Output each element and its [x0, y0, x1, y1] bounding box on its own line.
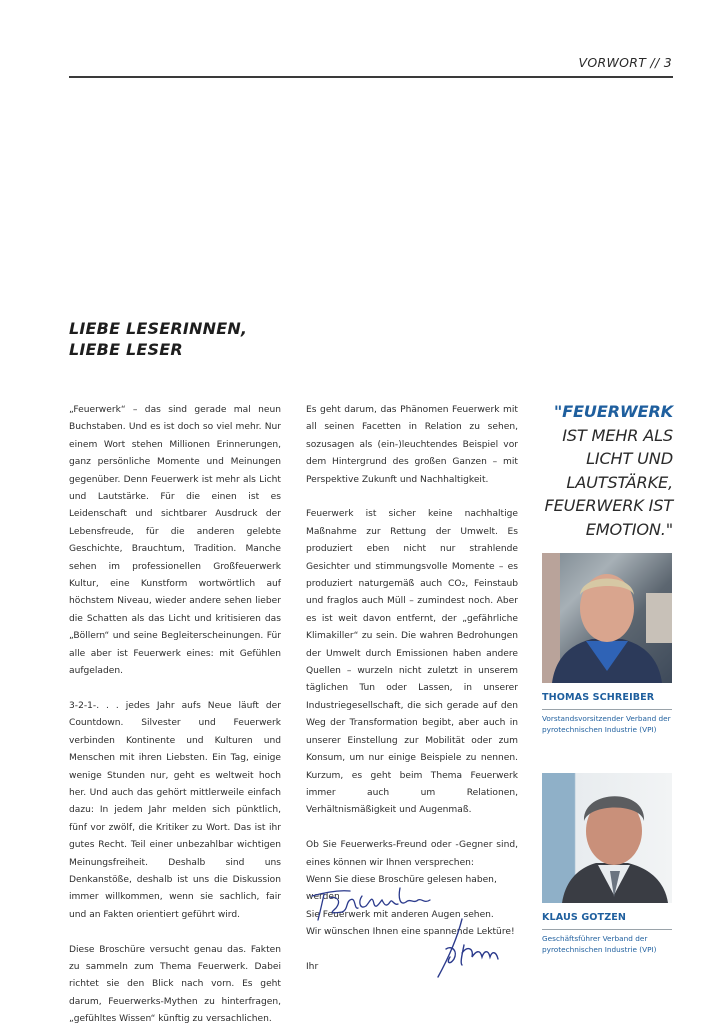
role-line: Vorstandsvorsitzender Verband der: [542, 714, 671, 723]
paragraph: Feuerwerk ist sicher keine nachhaltige Maßnahme zur Rettung der Umwelt. Es produziert eben nicht nur strahlende Gesichter und stimmungsvolle Momente – es produziert naturgemäß auch CO₂, Feinstaub und fraglos auch Müll – zumindest noch. Aber es ist weit davon entfernt, der „gefährliche Klimakiller“ zu sein. Die wahren Bedrohungen der Umwelt durch Emissionen haben andere Quellen – wurzeln nicht zuletzt in unserem täglichen Tun oder Lassen, in unserer Industriegesellschaft, die sich gerade auf den Weg der Transformation begibt, aber auch in unserer Einstellung zur Mobilität oder zum Konsum, um nur einige Beispiele zu nennen. Kurzum, es geht beim Thema Feuerwerk immer auch um Relationen, Verhältnismäßigkeit und Augenmaß.: [306, 509, 518, 816]
role-line: pyrotechnischen Industrie (VPI): [542, 944, 657, 954]
signature-schreiber-icon: [306, 882, 436, 927]
closing-line: Sie Feuerwerk mit anderen Augen sehen.: [306, 909, 494, 920]
role-line: Geschäftsführer Verband der: [542, 934, 648, 943]
sign-off: Ihr: [306, 961, 319, 972]
closing-line: Wenn Sie diese Broschüre gelesen haben, werden: [306, 874, 497, 903]
quote-line: LAUTSTÄRKE,: [566, 472, 673, 492]
paragraph: Es geht darum, das Phänomen Feuerwerk mit all seinen Facetten in Relation zu sehen, sozusagen als (ein-)leuchtendes Beispiel vor dem Hintergrund des großen Ganzen – mit Perspektive Zukunft und Nachhaltigkeit.: [306, 405, 518, 485]
section-label: VORWORT // 3: [578, 55, 672, 70]
pull-quote: [523, 400, 673, 541]
portrait-thomas-schreiber: [542, 553, 672, 683]
quote-accent: "FEUERWERK: [553, 402, 673, 421]
closing-line: Wir wünschen Ihnen eine spannende Lektüre!: [306, 927, 515, 938]
quote-line: EMOTION.": [585, 519, 673, 539]
person-name: KLAUS GOTZEN: [542, 912, 627, 923]
text-column-left: [69, 402, 281, 1024]
header-divider: [69, 76, 673, 78]
paragraph: Diese Broschüre versucht genau das. Fakten zu sammeln zum Thema Feuerwerk. Dabei richtet sie den Blick nach vorn. Es geht darum, Feuerwerks-Mythen zu hinterfragen, „gefühltes Wissen“ künftig zu versachlichen.: [69, 944, 281, 1024]
person-silhouette-icon: [542, 553, 672, 683]
person-silhouette-icon: [542, 773, 672, 903]
role-line: pyrotechnischen Industrie (VPI): [542, 724, 657, 734]
closing-line: Ob Sie Feuerwerks-Freund oder -Gegner sind,: [306, 840, 518, 851]
person-role: [542, 934, 682, 955]
title-line-2: LIEBE LESER: [69, 340, 183, 359]
title-line-1: LIEBE LESERINNEN,: [69, 319, 248, 338]
signature-gotzen-icon: [432, 915, 512, 980]
person-divider: [542, 709, 672, 710]
quote-line: LICHT UND: [586, 449, 673, 468]
person-role: [542, 714, 682, 735]
quote-line: FEUERWERK IST: [544, 496, 673, 515]
paragraph: „Feuerwerk“ – das sind gerade mal neun Buchstaben. Und es ist doch so viel mehr. Nur einem Wort stehen Millionen Erinnerungen, ganz persönliche Momente und Meinungen gegenüber. Denn Feuerwerk ist mehr als Licht und Lautstärke. Für die einen ist es Leidenschaft und sichtbarer Ausdruck der Lebensfreude, für die anderen gelebte Geschichte, Brauchtum, Tradition. Manche sehen im professionellen Großfeuerwerk Kultur, eine Kunstform wortwörtlich auf höchstem Niveau, wieder andere sehen lieber die Schatten als das Licht und kritisieren das „Böllern“ und seine Begleiterscheinungen. Für alle aber ist Feuerwerk eines: mit Gefühlen aufgeladen.: [69, 405, 281, 677]
page-title: [69, 318, 247, 360]
closing-line: eines können wir Ihnen versprechen:: [306, 857, 474, 868]
person-name: THOMAS SCHREIBER: [542, 692, 655, 703]
portrait-klaus-gotzen: [542, 773, 672, 903]
person-divider: [542, 929, 672, 930]
quote-line: IST MEHR ALS: [562, 425, 673, 445]
paragraph: 3-2-1-. . . jedes Jahr aufs Neue läuft der Countdown. Silvester und Feuerwerk verbinden Kontinente und Kulturen und Menschen mit ihren Liebsten. Ein Tag, einige wenige Stunden nur, geht es weltweit hoch her. Und auch das gehört mittlerweile einfach dazu: In jedem Jahr melden sich pünktlich, fünf vor zwölf, die Kritiker zu Wort. Das ist ihr gutes Recht. Teil einer unbezahlbar wichtigen Meinungsfreiheit. Deshalb sind uns Denkanstöße, deshalb ist uns die Diskussion immer willkommen, wenn sie sachlich, fair und an Fakten orientiert geführt wird.: [69, 700, 281, 920]
